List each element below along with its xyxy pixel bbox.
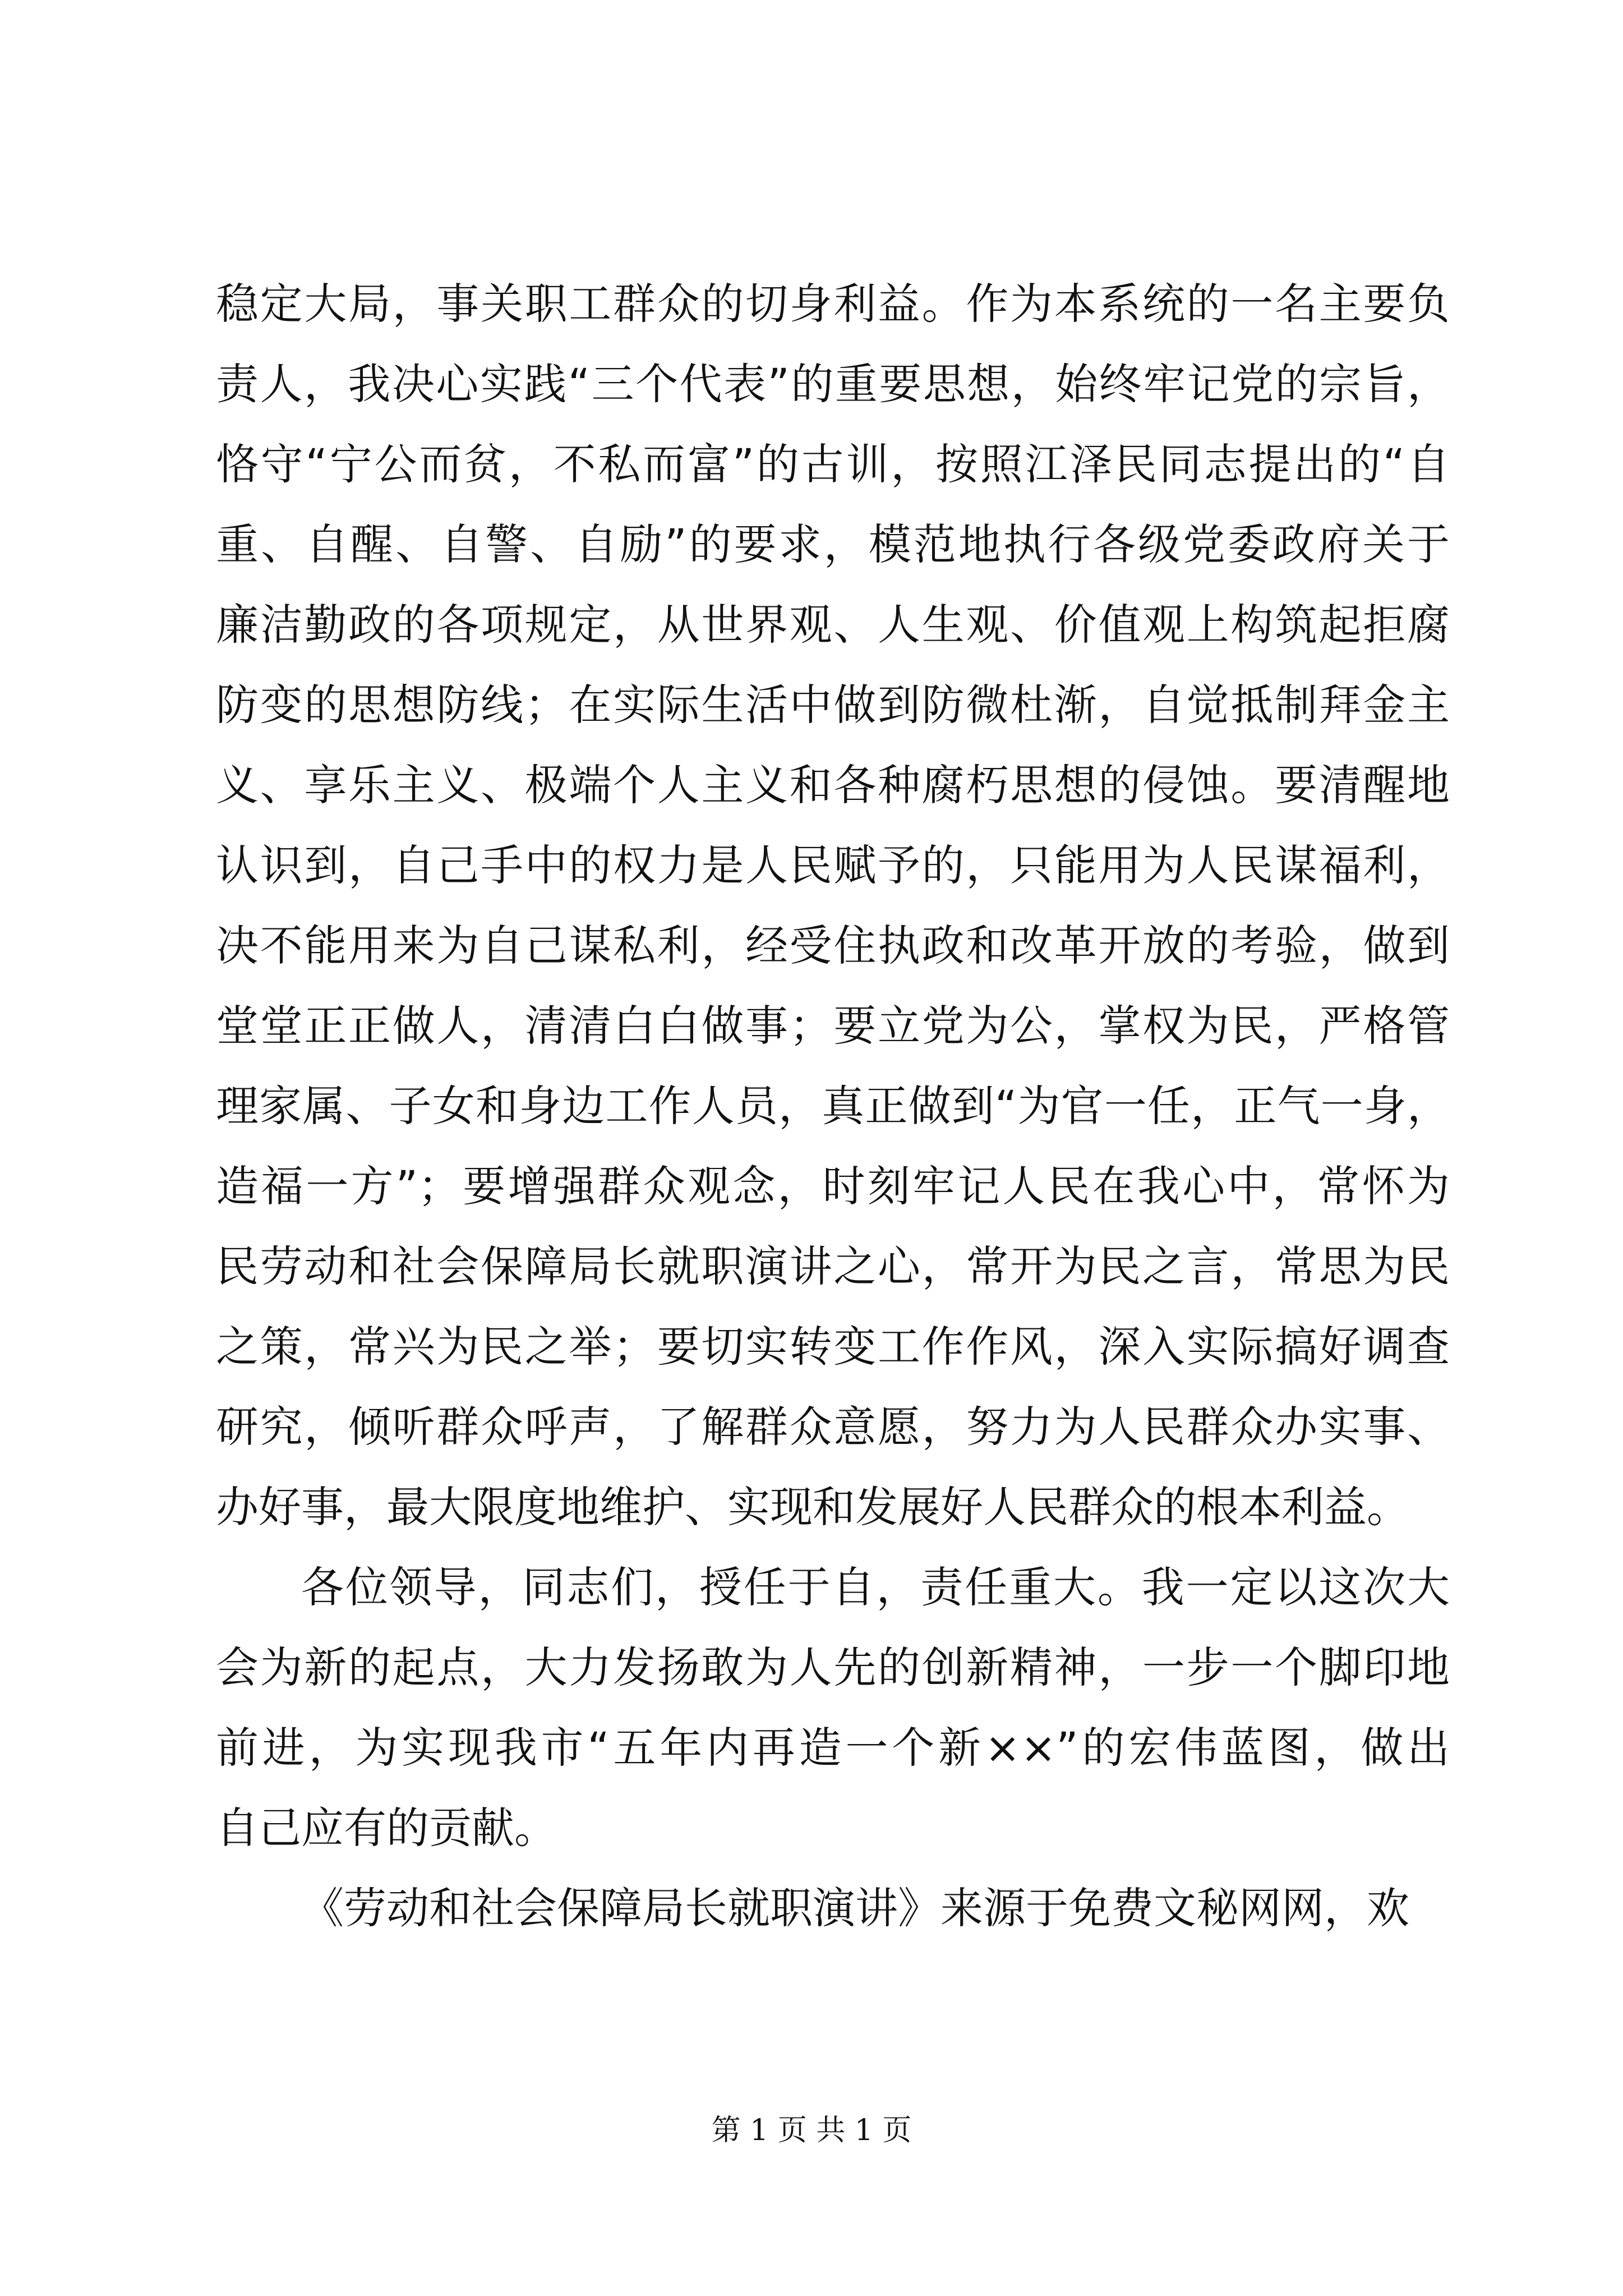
text-line: 廉洁勤政的各项规定，从世界观、人生观、价值观上构筑起拒腐 bbox=[216, 600, 1450, 650]
text-line: 民劳动和社会保障局长就职演讲之心，常开为民之言，常思为民 bbox=[216, 1241, 1450, 1291]
page-indicator: 第 1 页 共 1 页 bbox=[711, 2114, 912, 2147]
text-line: 义、享乐主义、极端个人主义和各种腐朽思想的侵蚀。要清醒地 bbox=[216, 760, 1450, 810]
text-line: 稳定大局，事关职工群众的切身利益。作为本系统的一名主要负 bbox=[216, 279, 1450, 329]
text-line: 决不能用来为自己谋私利，经受住执政和改革开放的考验，做到 bbox=[216, 921, 1450, 970]
text-line: 之策，常兴为民之举；要切实转变工作作风，深入实际搞好调查 bbox=[216, 1322, 1450, 1372]
text-line: 防变的思想防线；在实际生活中做到防微杜渐，自觉抵制拜金主 bbox=[216, 680, 1450, 730]
text-line: 会为新的起点，大力发扬敢为人先的创新精神，一步一个脚印地 bbox=[216, 1642, 1450, 1692]
text-line: 恪守“宁公而贫，不私而富”的古训，按照江泽民同志提出的“自 bbox=[216, 439, 1450, 489]
text-line: 办好事，最大限度地维护、实现和发展好人民群众的根本利益。 bbox=[216, 1482, 1409, 1532]
source-note-line: 《劳动和社会保障局长就职演讲》来源于免费文秘网网，欢 bbox=[301, 1883, 1409, 1933]
text-line: 自己应有的贡献。 bbox=[216, 1803, 557, 1853]
text-line: 责人，我决心实践“三个代表”的重要思想，始终牢记党的宗旨， bbox=[216, 359, 1450, 409]
text-line: 造福一方”；要增强群众观念，时刻牢记人民在我心中，常怀为 bbox=[216, 1161, 1450, 1211]
text-line: 前进，为实现我市“五年内再造一个新××”的宏伟蓝图，做出 bbox=[216, 1723, 1450, 1773]
document-body bbox=[216, 264, 1450, 1948]
text-line: 堂堂正正做人，清清白白做事；要立党为公，掌权为民，严格管 bbox=[216, 1001, 1450, 1051]
text-line: 研究，倾听群众呼声，了解群众意愿，努力为人民群众办实事、 bbox=[216, 1402, 1450, 1452]
text-line: 重、自醒、自警、自励”的要求，模范地执行各级党委政府关于 bbox=[216, 519, 1450, 569]
page-footer bbox=[0, 2106, 1623, 2148]
text-line: 认识到，自己手中的权力是人民赋予的，只能用为人民谋福利， bbox=[216, 840, 1450, 890]
text-line: 理家属、子女和身边工作人员，真正做到“为官一任，正气一身， bbox=[216, 1081, 1450, 1131]
paragraph-start-line: 各位领导，同志们，授任于自，责任重大。我一定以这次大 bbox=[301, 1562, 1450, 1612]
